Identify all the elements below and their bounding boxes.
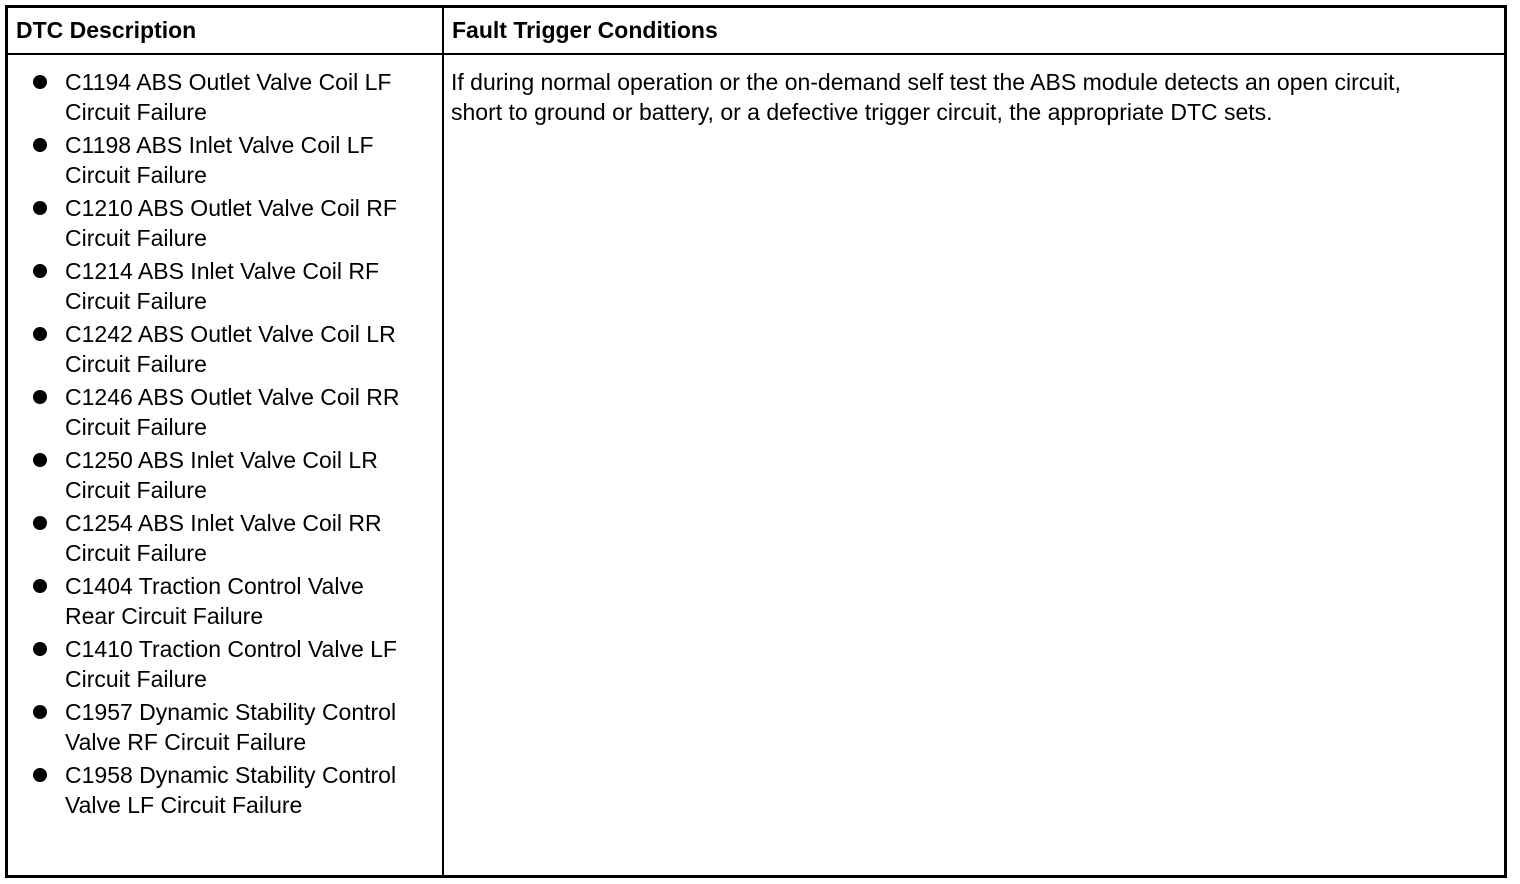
dtc-failure-line: Circuit Failure — [65, 162, 207, 188]
dtc-list-item — [8, 319, 442, 379]
bullet-icon — [33, 453, 47, 467]
column-divider — [442, 8, 444, 875]
dtc-code-line: C1250 ABS Inlet Valve Coil LR — [65, 447, 378, 473]
header-divider — [8, 53, 1504, 55]
bullet-icon — [33, 579, 47, 593]
dtc-table — [5, 5, 1507, 878]
bullet-icon — [33, 516, 47, 530]
dtc-failure-line: Valve RF Circuit Failure — [65, 729, 307, 755]
dtc-list-item — [8, 571, 442, 631]
dtc-code-line: C1254 ABS Inlet Valve Coil RR — [65, 510, 382, 536]
dtc-code-line: C1957 Dynamic Stability Control — [65, 699, 397, 725]
dtc-code-line: C1410 Traction Control Valve LF — [65, 636, 397, 662]
dtc-code-line: C1246 ABS Outlet Valve Coil RR — [65, 384, 400, 410]
dtc-failure-line: Circuit Failure — [65, 477, 207, 503]
dtc-code-line: C1194 ABS Outlet Valve Coil LF — [65, 69, 392, 95]
dtc-list-item — [8, 634, 442, 694]
dtc-code-line: C1210 ABS Outlet Valve Coil RF — [65, 195, 397, 221]
header-fault-trigger-conditions: Fault Trigger Conditions — [452, 17, 718, 43]
dtc-list — [8, 67, 442, 823]
dtc-code-line: C1242 ABS Outlet Valve Coil LR — [65, 321, 396, 347]
dtc-code-line: C1404 Traction Control Valve — [65, 573, 364, 599]
bullet-icon — [33, 390, 47, 404]
dtc-list-item — [8, 67, 442, 127]
bullet-icon — [33, 201, 47, 215]
dtc-failure-line: Circuit Failure — [65, 351, 207, 377]
dtc-list-item — [8, 130, 442, 190]
dtc-failure-line: Rear Circuit Failure — [65, 603, 264, 629]
dtc-list-item — [8, 445, 442, 505]
dtc-list-item — [8, 760, 442, 820]
bullet-icon — [33, 642, 47, 656]
bullet-icon — [33, 75, 47, 89]
dtc-code-line: C1214 ABS Inlet Valve Coil RF — [65, 258, 380, 284]
dtc-list-item — [8, 256, 442, 316]
bullet-icon — [33, 327, 47, 341]
dtc-code-line: C1958 Dynamic Stability Control — [65, 762, 397, 788]
bullet-icon — [33, 138, 47, 152]
bullet-icon — [33, 264, 47, 278]
dtc-code-line: C1198 ABS Inlet Valve Coil LF — [65, 132, 374, 158]
fault-trigger-condition-text — [451, 67, 1501, 127]
dtc-failure-line: Circuit Failure — [65, 99, 207, 125]
dtc-failure-line: Circuit Failure — [65, 414, 207, 440]
dtc-failure-line: Circuit Failure — [65, 225, 207, 251]
dtc-failure-line: Circuit Failure — [65, 540, 207, 566]
dtc-failure-line: Circuit Failure — [65, 288, 207, 314]
dtc-list-item — [8, 508, 442, 568]
dtc-failure-line: Circuit Failure — [65, 666, 207, 692]
dtc-list-item — [8, 697, 442, 757]
dtc-failure-line: Valve LF Circuit Failure — [65, 792, 303, 818]
condition-line: If during normal operation or the on-demand self test the ABS module detects an open circuit, — [451, 69, 1401, 95]
bullet-icon — [33, 705, 47, 719]
header-dtc-description: DTC Description — [16, 17, 197, 43]
bullet-icon — [33, 768, 47, 782]
dtc-list-item — [8, 193, 442, 253]
condition-line: short to ground or battery, or a defective trigger circuit, the appropriate DTC sets. — [451, 99, 1273, 125]
dtc-list-item — [8, 382, 442, 442]
